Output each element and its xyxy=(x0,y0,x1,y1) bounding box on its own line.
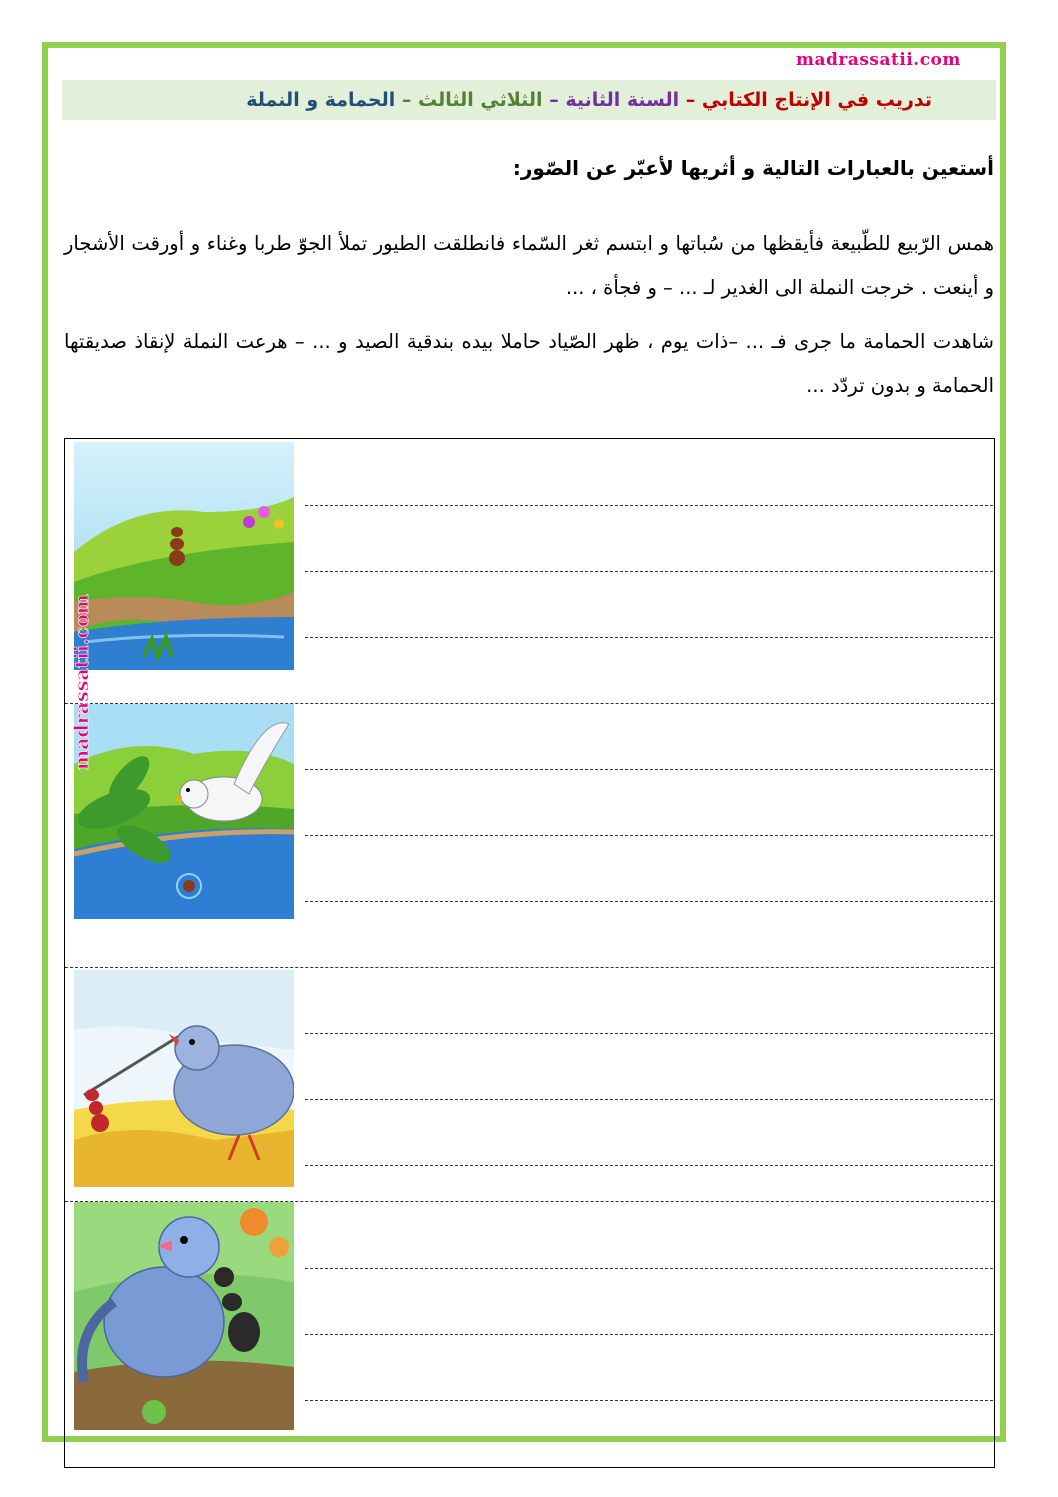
writing-line[interactable] xyxy=(305,1400,993,1401)
writing-line[interactable] xyxy=(305,571,993,572)
writing-line[interactable] xyxy=(305,637,993,638)
helper-paragraph-2: شاهدت الحمامة ما جرى فـ ... –ذات يوم ، ظهر الصّياد حاملا بيده بندقية الصيد و ... – هرعت النملة لإنقاذ صديقتها الحمامة و بدون تردّد ... xyxy=(64,330,994,397)
writing-line[interactable] xyxy=(305,1165,993,1166)
dove-and-ant-friends-picture xyxy=(74,1202,294,1430)
worksheet-title: تدريب في الإنتاج الكتابي – السنة الثانية – الثلاثي الثالث – الحمامة و النملة xyxy=(62,80,996,120)
writing-line[interactable] xyxy=(305,1033,993,1034)
writing-line[interactable] xyxy=(305,1268,993,1269)
writing-line[interactable] xyxy=(305,1099,993,1100)
title-story: الحمامة و النملة xyxy=(246,89,396,111)
title-grade: السنة الثانية xyxy=(565,89,680,111)
writing-line[interactable] xyxy=(305,901,993,902)
writing-line[interactable] xyxy=(305,1334,993,1335)
writing-line[interactable] xyxy=(305,769,993,770)
title-subject: تدريب في الإنتاج الكتابي xyxy=(701,89,932,111)
row-separator xyxy=(65,967,994,968)
writing-line[interactable] xyxy=(305,505,993,506)
title-term: الثلاثي الثالث xyxy=(417,89,543,111)
dove-drops-leaf-picture xyxy=(74,704,294,919)
ant-bites-hunter-picture xyxy=(74,970,294,1187)
instruction-text: أستعين بالعبارات التالية و أثريها لأعبّر عن الصّور: xyxy=(512,156,994,180)
ant-by-pond-picture xyxy=(74,442,294,670)
writing-line[interactable] xyxy=(305,835,993,836)
helper-paragraph-1: همس الرّبيع للطّبيعة فأيقظها من سُباتها و ابتسم ثغر السّماء فانطلقت الطيور تملأ الجوّ طربا وغناء و أورقت الأشجار و أينعت . خرجت النملة الى الغدير لـ ... – و فجأة ، ... xyxy=(64,232,994,299)
site-watermark-vertical xyxy=(70,520,94,780)
site-watermark: madrassatii.com xyxy=(796,50,961,70)
vertical-site-text: madrassatii.com xyxy=(71,594,93,770)
